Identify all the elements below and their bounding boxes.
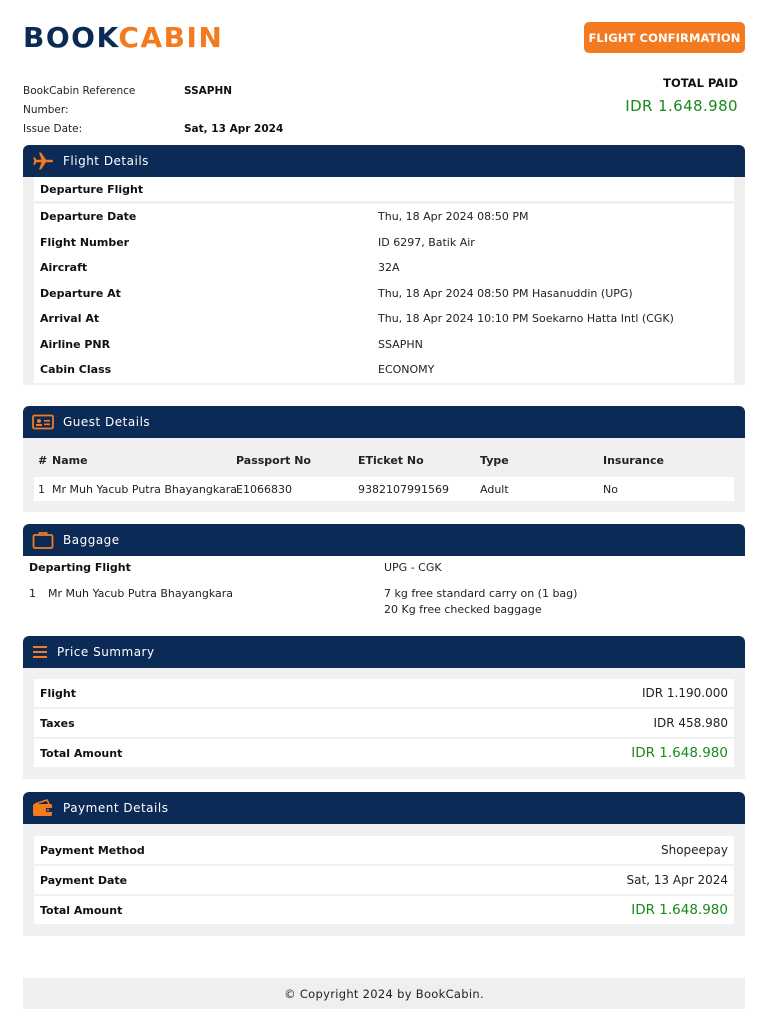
- flight-details-title: Flight Details: [63, 154, 149, 168]
- table-row: [34, 230, 734, 256]
- guest-details-header: [23, 406, 745, 438]
- payment-label: Total Amount: [40, 903, 123, 917]
- baggage-passenger-number: 1: [29, 587, 36, 600]
- flight-detail-value: ECONOMY: [378, 363, 435, 377]
- guest-cell: No: [603, 482, 618, 496]
- flight-detail-label: Departure Date: [40, 210, 137, 224]
- guest-column-header: Type: [480, 454, 509, 467]
- baggage-header: [23, 524, 745, 556]
- guest-column-header: ETicket No: [358, 454, 424, 467]
- logo-cabin: CABIN: [118, 21, 224, 54]
- flight-detail-value: Thu, 18 Apr 2024 08:50 PM Hasanuddin (UPG): [378, 286, 633, 300]
- payment-label: Payment Date: [40, 873, 128, 887]
- flight-details-table: [34, 204, 734, 383]
- payment-details-title: Payment Details: [63, 801, 169, 815]
- flight-detail-value: 32A: [378, 261, 400, 275]
- footer-copyright: © Copyright 2024 by BookCabin.: [23, 978, 745, 1009]
- price-summary-title: Price Summary: [57, 645, 155, 659]
- table-row: [34, 204, 734, 230]
- flight-detail-label: Departure At: [40, 286, 121, 300]
- guest-column-header: Insurance: [603, 454, 664, 467]
- departing-flight-label: Departing Flight: [29, 561, 131, 574]
- list-icon: [23, 645, 57, 659]
- airplane-icon: [23, 152, 63, 170]
- guest-cell: 9382107991569: [358, 482, 449, 496]
- table-row: [34, 477, 734, 501]
- price-value: IDR 1.648.980: [631, 745, 728, 761]
- table-row: [34, 332, 734, 358]
- flight-confirmation-badge: FLIGHT CONFIRMATION: [584, 22, 745, 53]
- reference-number-label: BookCabin Reference Number:: [23, 85, 136, 116]
- price-label: Flight: [40, 686, 77, 700]
- id-card-icon: [23, 414, 63, 430]
- flight-detail-label: Cabin Class: [40, 363, 112, 377]
- flight-detail-value: Thu, 18 Apr 2024 10:10 PM Soekarno Hatta Intl (CGK): [378, 312, 674, 326]
- payment-value: Sat, 13 Apr 2024: [626, 873, 728, 887]
- guest-details-title: Guest Details: [63, 415, 151, 429]
- payment-details-header: [23, 792, 745, 824]
- issue-date-label: Issue Date:: [23, 123, 83, 135]
- flight-detail-value: Thu, 18 Apr 2024 08:50 PM: [378, 210, 529, 224]
- table-row: [34, 836, 734, 866]
- guest-column-header: Name: [52, 454, 88, 467]
- table-row: [34, 357, 734, 383]
- flight-detail-value: ID 6297, Batik Air: [378, 235, 475, 249]
- table-row: [34, 896, 734, 926]
- flight-detail-value: SSAPHN: [378, 337, 423, 351]
- table-row: [34, 739, 734, 769]
- wallet-icon: [23, 799, 63, 817]
- table-row: [34, 255, 734, 281]
- table-row: [34, 306, 734, 332]
- total-paid-label: TOTAL PAID: [663, 76, 738, 90]
- price-label: Taxes: [40, 716, 75, 730]
- price-value: IDR 458.980: [653, 716, 728, 730]
- price-summary-header: [23, 636, 745, 668]
- guest-cell: E1066830: [236, 482, 292, 496]
- departure-flight-subtitle: Departure Flight: [34, 177, 734, 201]
- reference-info: [23, 82, 283, 139]
- payment-value: Shopeepay: [660, 843, 728, 857]
- baggage-checked: 20 Kg free checked baggage: [384, 603, 542, 616]
- price-summary-table: [34, 679, 734, 769]
- briefcase-icon: [23, 531, 63, 549]
- table-row: [34, 281, 734, 307]
- flight-detail-label: Flight Number: [40, 235, 130, 249]
- bookcabin-logo: [23, 22, 223, 54]
- issue-date-value: Sat, 13 Apr 2024: [184, 123, 284, 135]
- baggage-carry-on: 7 kg free standard carry on (1 bag): [384, 587, 578, 600]
- price-label: Total Amount: [40, 746, 123, 760]
- payment-label: Payment Method: [40, 843, 145, 857]
- reference-number-value: SSAPHN: [184, 85, 233, 97]
- guest-column-header: #: [38, 454, 48, 467]
- guest-cell: Mr Muh Yacub Putra Bhayangkara: [52, 482, 238, 496]
- flight-detail-label: Arrival At: [40, 312, 100, 326]
- guest-column-header: Passport No: [236, 454, 311, 467]
- guest-table-header: [34, 454, 734, 467]
- guest-cell: Adult: [480, 482, 509, 496]
- payment-details-table: [34, 836, 734, 926]
- baggage-title: Baggage: [63, 533, 120, 547]
- table-row: [34, 709, 734, 739]
- flight-detail-label: Aircraft: [40, 261, 88, 275]
- price-value: IDR 1.190.000: [641, 686, 728, 700]
- baggage-passenger-name: Mr Muh Yacub Putra Bhayangkara: [48, 587, 234, 600]
- table-row: [34, 866, 734, 896]
- table-row: [34, 679, 734, 709]
- payment-value: IDR 1.648.980: [631, 902, 728, 918]
- logo-book: BOOK: [23, 21, 119, 54]
- guest-cell: 1: [38, 482, 45, 496]
- baggage-route: UPG - CGK: [384, 561, 442, 574]
- flight-details-header: [23, 145, 745, 177]
- total-paid-value: IDR 1.648.980: [625, 97, 738, 115]
- flight-detail-label: Airline PNR: [40, 337, 111, 351]
